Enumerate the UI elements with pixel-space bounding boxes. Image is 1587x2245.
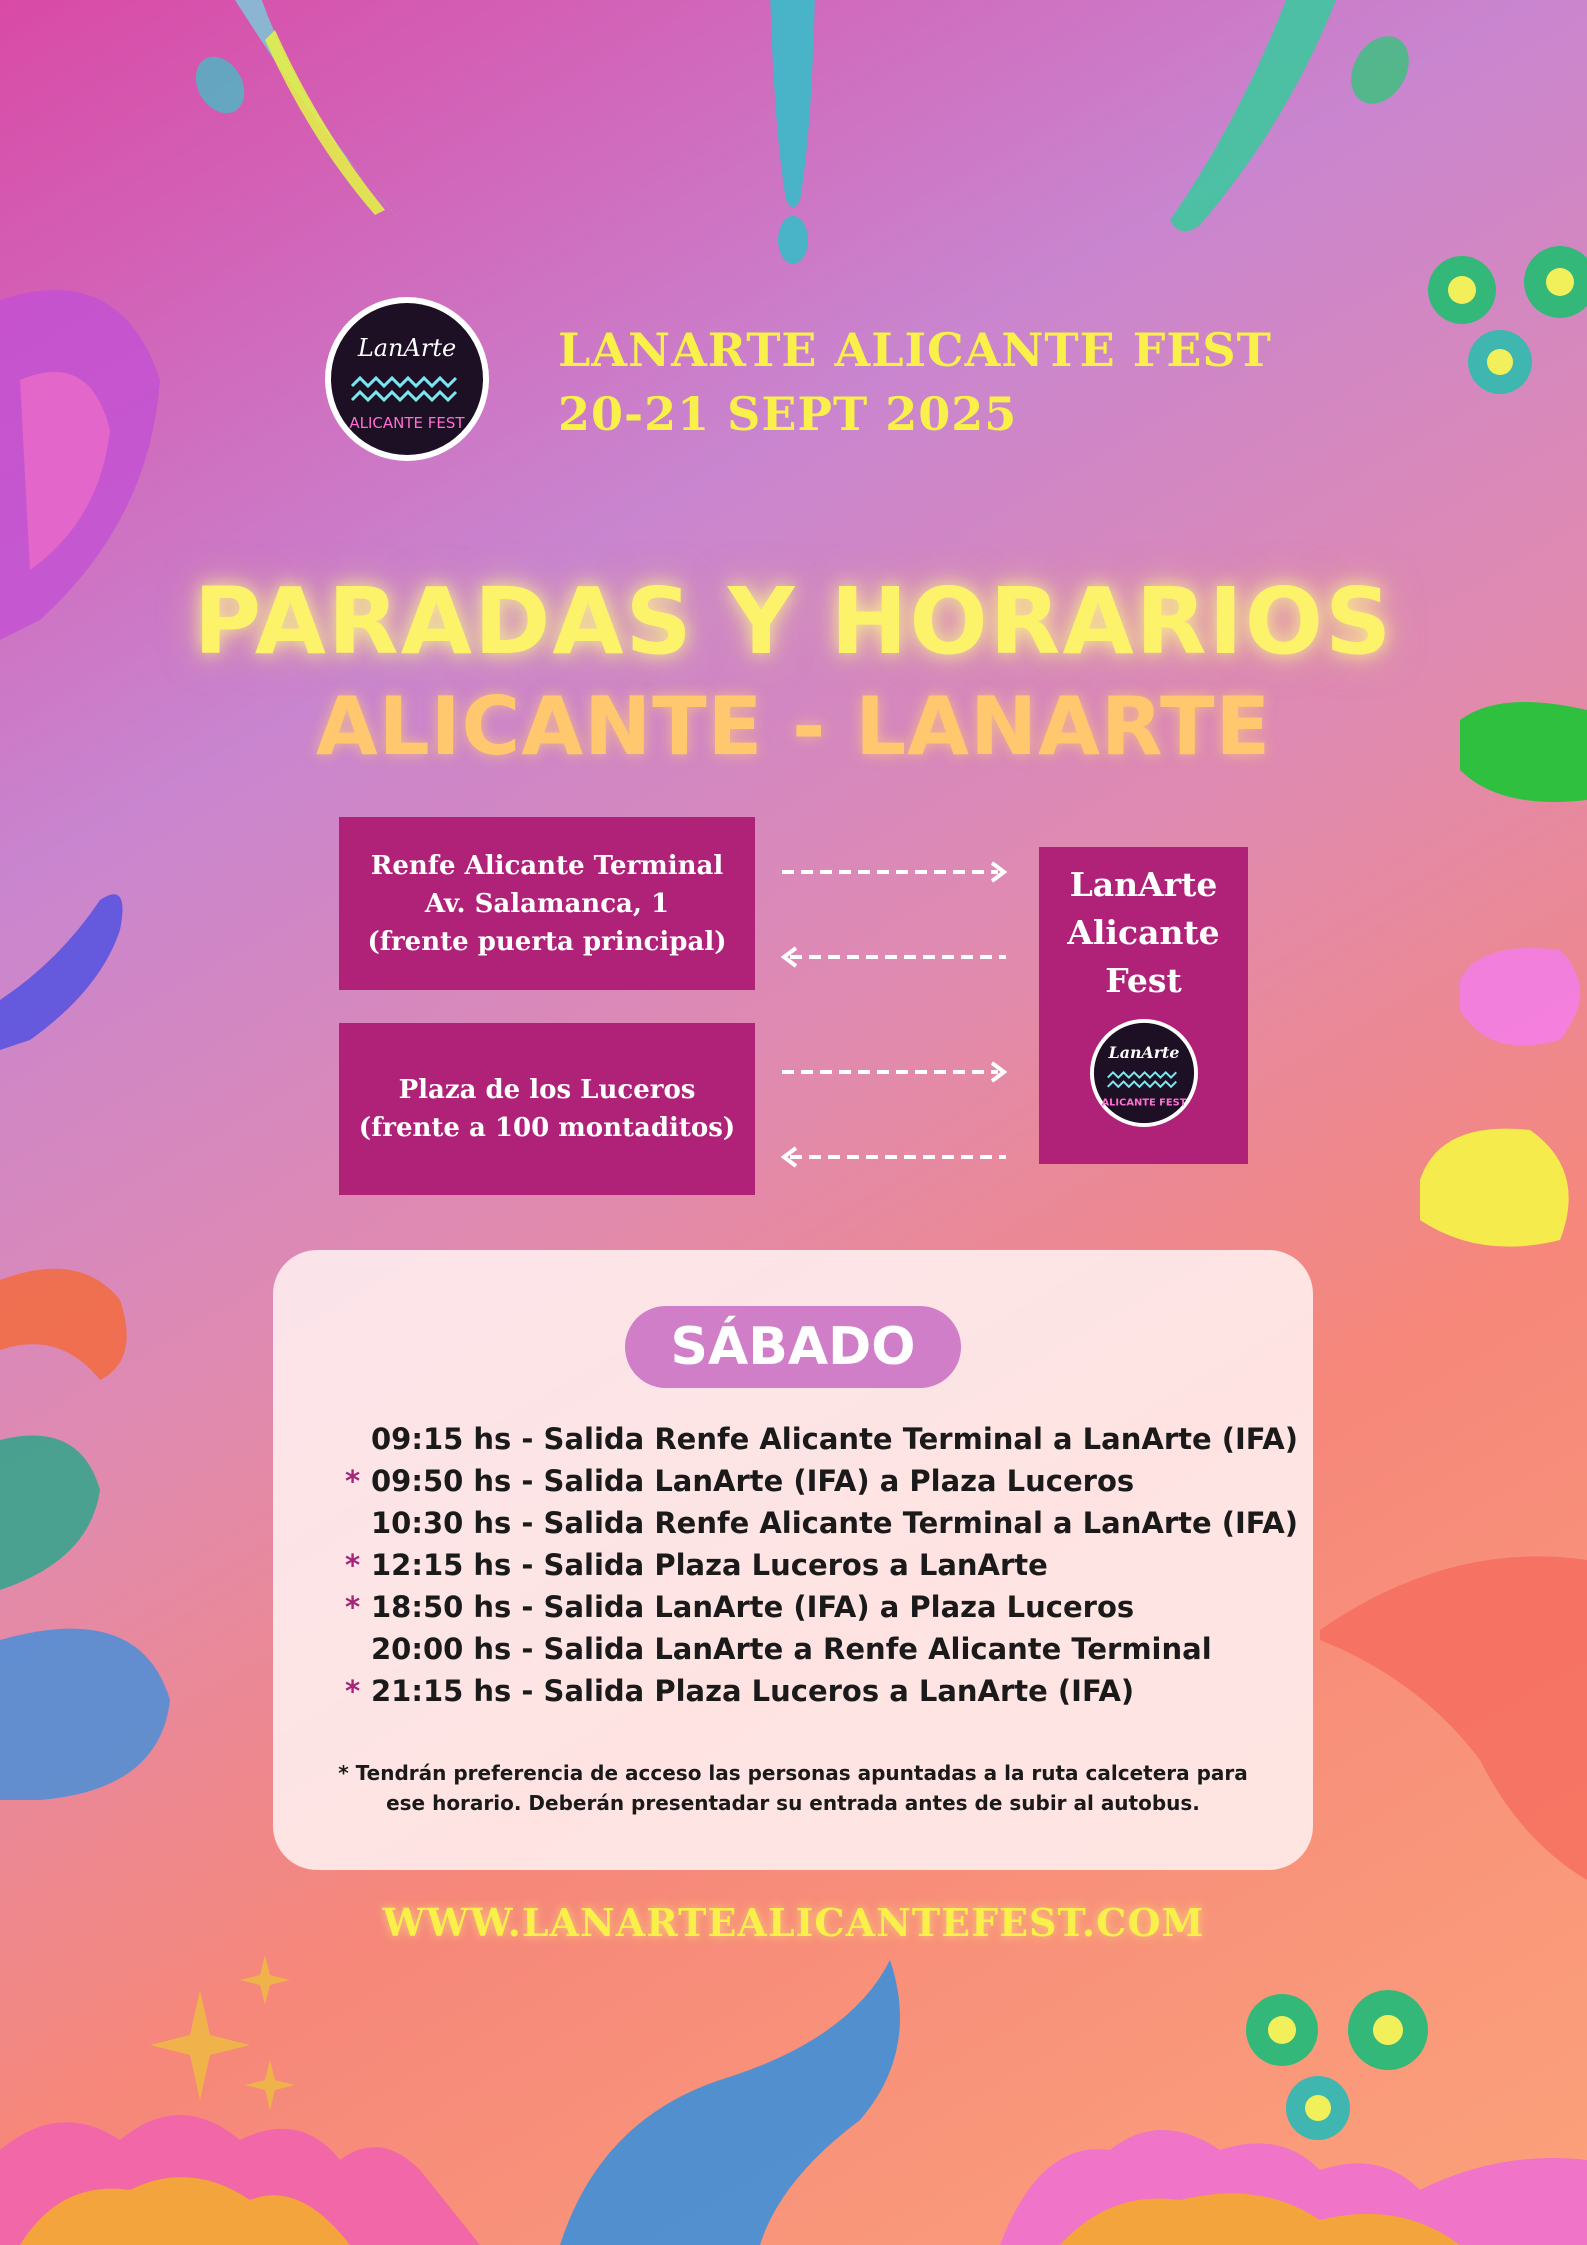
destination-line: LanArte bbox=[1069, 865, 1218, 904]
logo-script-text: LanArte bbox=[357, 334, 457, 362]
priority-star: * bbox=[345, 1464, 361, 1498]
footnote-line: ese horario. Deberán presentadar su entrada antes de subir al autobus. bbox=[386, 1791, 1200, 1815]
schedule-row bbox=[345, 1460, 1298, 1502]
small-blob bbox=[1339, 26, 1420, 114]
destination-box bbox=[1039, 847, 1248, 1164]
schedule-time: 21:15 hs bbox=[371, 1674, 512, 1708]
destination-line: Alicante bbox=[1067, 913, 1220, 952]
logo-sub-text: ALICANTE FEST bbox=[349, 414, 465, 432]
schedule-row bbox=[345, 1502, 1298, 1544]
schedule-row bbox=[345, 1586, 1298, 1628]
priority-star: * bbox=[345, 1590, 361, 1624]
destination-line: Fest bbox=[1105, 961, 1182, 1000]
bottom-blue-swirl bbox=[560, 1960, 900, 2245]
route-arrow-back-luceros bbox=[770, 1105, 1020, 1205]
stop-luceros bbox=[339, 1023, 755, 1195]
schedule-desc: - Salida Renfe Alicante Terminal a LanArte (IFA) bbox=[511, 1506, 1298, 1540]
destination-logo bbox=[1088, 1017, 1200, 1129]
stop-line: Renfe Alicante Terminal bbox=[370, 850, 724, 881]
right-yellow-blob bbox=[1420, 1129, 1569, 1247]
schedule-row bbox=[345, 1670, 1298, 1712]
schedule-row bbox=[345, 1544, 1298, 1586]
schedule-list bbox=[345, 1418, 1298, 1712]
schedule-time: 12:15 hs bbox=[371, 1548, 512, 1582]
sparkles bbox=[150, 1955, 295, 2110]
event-dates: 20-21 SEPT 2025 bbox=[558, 387, 1018, 441]
flower-cluster-bottom-right bbox=[1246, 1990, 1428, 2140]
left-blue-blob bbox=[0, 1629, 170, 1800]
left-orange-blob bbox=[0, 1269, 127, 1380]
schedule-time: 09:15 hs bbox=[371, 1422, 512, 1456]
top-center-streak bbox=[770, 0, 815, 208]
top-left-streak bbox=[235, 0, 421, 241]
schedule-time: 18:50 hs bbox=[371, 1590, 512, 1624]
priority-star: * bbox=[345, 1674, 361, 1708]
top-left-streak-inner bbox=[265, 30, 385, 215]
right-coral-wave bbox=[1320, 1556, 1587, 1880]
stop-line: (frente a 100 montaditos) bbox=[358, 1113, 736, 1143]
event-header bbox=[558, 318, 1272, 446]
day-badge: SÁBADO bbox=[625, 1306, 961, 1388]
schedule-desc: - Salida LanArte (IFA) a Plaza Luceros bbox=[511, 1464, 1135, 1498]
flower-cluster-top-right bbox=[1428, 246, 1587, 394]
top-center-drop bbox=[778, 216, 808, 264]
website-url: WWW.LANARTEALICANTEFEST.COM bbox=[382, 1900, 1205, 1945]
footnote-line: * Tendrán preferencia de acceso las personas apuntadas a la ruta calcetera para bbox=[338, 1761, 1248, 1785]
stop-line: (frente puerta principal) bbox=[367, 926, 727, 957]
schedule-time: 09:50 hs bbox=[371, 1464, 512, 1498]
schedule-time: 20:00 hs bbox=[371, 1632, 512, 1666]
stop-line: Plaza de los Luceros bbox=[398, 1075, 696, 1105]
main-title: PARADAS Y HORARIOS bbox=[193, 568, 1394, 675]
schedule-desc: - Salida Plaza Luceros a LanArte (IFA) bbox=[511, 1674, 1135, 1708]
stop-renfe bbox=[339, 817, 755, 990]
left-green-blob bbox=[0, 1436, 100, 1590]
schedule-desc: - Salida Plaza Luceros a LanArte bbox=[511, 1548, 1048, 1582]
logo-sub-text: ALICANTE FEST bbox=[1101, 1097, 1187, 1109]
stop-line: Av. Salamanca, 1 bbox=[424, 888, 670, 919]
schedule-card bbox=[273, 1250, 1313, 1870]
logo-script-text: LanArte bbox=[1108, 1042, 1180, 1062]
schedule-time: 10:30 hs bbox=[371, 1506, 512, 1540]
schedule-desc: - Salida Renfe Alicante Terminal a LanArte (IFA) bbox=[511, 1422, 1298, 1456]
top-right-streak bbox=[1170, 0, 1340, 231]
left-hand bbox=[0, 894, 123, 1050]
route-arrow-back-renfe bbox=[770, 905, 1020, 1005]
priority-star: * bbox=[345, 1548, 361, 1582]
schedule-desc: - Salida LanArte a Renfe Alicante Terminal bbox=[511, 1632, 1212, 1666]
schedule-desc: - Salida LanArte (IFA) a Plaza Luceros bbox=[511, 1590, 1135, 1624]
destination-name bbox=[1039, 847, 1248, 1005]
event-logo bbox=[322, 294, 492, 464]
schedule-row bbox=[345, 1418, 1298, 1460]
event-name: LANARTE ALICANTE FEST bbox=[558, 323, 1272, 377]
small-blob bbox=[186, 48, 254, 122]
footnote bbox=[333, 1758, 1253, 1818]
schedule-row bbox=[345, 1628, 1298, 1670]
right-pink-blob bbox=[1460, 948, 1580, 1046]
route-title: ALICANTE - LANARTE bbox=[315, 680, 1272, 773]
